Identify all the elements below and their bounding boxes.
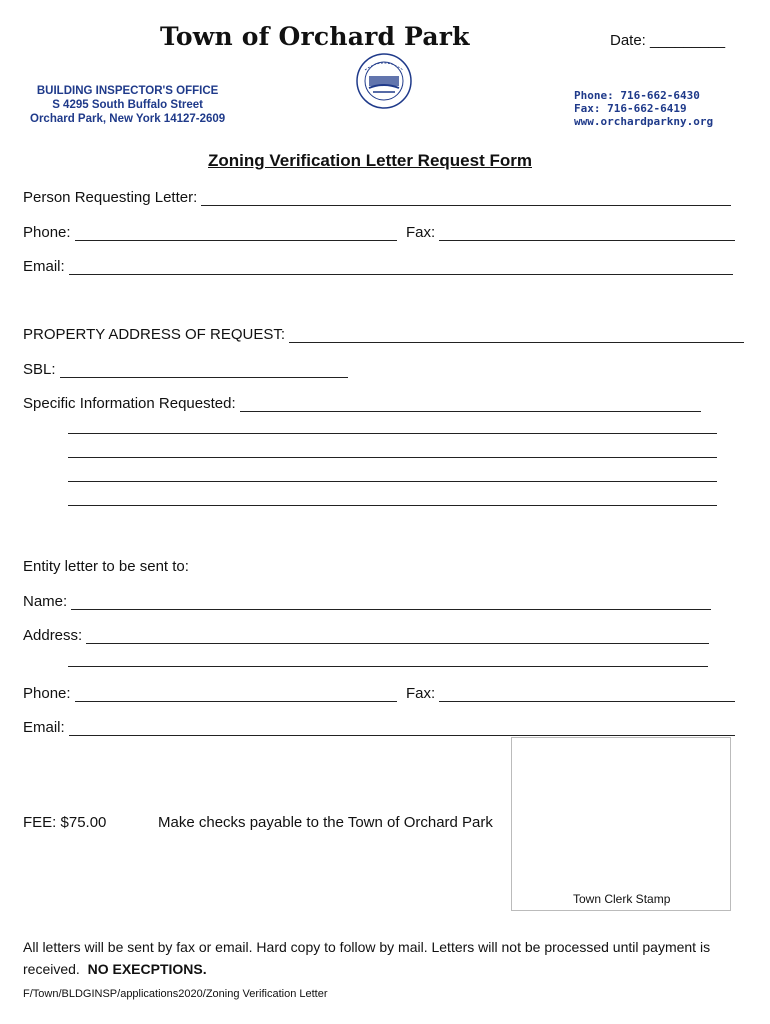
requester-fax-input[interactable] [439, 226, 735, 241]
office-name: BUILDING INSPECTOR'S OFFICE [36, 85, 219, 97]
office-phone: Phone: 716-662-6430 [574, 89, 700, 102]
specific-info-line-4[interactable] [68, 480, 717, 482]
entity-email-label: Email: [23, 719, 65, 736]
town-seal-icon [355, 52, 413, 110]
property-address-row [23, 326, 744, 343]
requester-fax-row [406, 224, 735, 241]
office-fax: Fax: 716-662-6419 [574, 102, 687, 115]
specific-info-row [23, 395, 701, 412]
sbl-label: SBL: [23, 361, 56, 378]
specific-info-line-3[interactable] [68, 456, 717, 458]
entity-address-label: Address: [23, 627, 83, 644]
form-title: Zoning Verification Letter Request Form [208, 151, 532, 170]
office-website[interactable]: www.orchardparkny.org [574, 115, 714, 128]
office-street: S 4295 South Buffalo Street [52, 99, 203, 111]
requester-phone-row [23, 224, 397, 241]
entity-name-input[interactable] [71, 595, 711, 610]
processing-note-text: All letters will be sent by fax or email. Hard copy to follow by mail. Letters will not be processed until payment is received. [23, 939, 711, 977]
office-address-block [30, 84, 225, 126]
entity-fax-row [406, 685, 735, 702]
requester-email-row [23, 258, 733, 275]
entity-heading: Entity letter to be sent to: [23, 558, 189, 575]
town-clerk-stamp-box [511, 737, 731, 911]
footer-path: F/Town/BLDGINSP/applications2020/Zoning Verification Letter [23, 988, 328, 1000]
entity-fax-label: Fax: [406, 685, 436, 702]
person-requesting-label: Person Requesting Letter: [23, 189, 198, 206]
entity-address-input[interactable] [86, 629, 709, 644]
specific-info-line-5[interactable] [68, 504, 717, 506]
entity-fax-input[interactable] [439, 687, 735, 702]
no-exceptions-text: NO EXECPTIONS. [87, 961, 207, 977]
town-clerk-stamp-label: Town Clerk Stamp [573, 892, 671, 906]
fee-label: FEE: $75.00 [23, 814, 107, 831]
property-address-input[interactable] [289, 328, 744, 343]
person-requesting-input[interactable] [201, 191, 731, 206]
office-city: Orchard Park, New York 14127-2609 [30, 113, 226, 125]
entity-name-label: Name: [23, 593, 68, 610]
property-address-label: PROPERTY ADDRESS OF REQUEST: [23, 326, 286, 343]
entity-email-row [23, 719, 735, 736]
entity-phone-label: Phone: [23, 685, 71, 702]
entity-name-row [23, 593, 711, 610]
payable-note: Make checks payable to the Town of Orchard Park [158, 814, 493, 831]
specific-info-line-2[interactable] [68, 432, 717, 434]
sbl-row [23, 361, 348, 378]
sbl-input[interactable] [60, 363, 348, 378]
requester-phone-label: Phone: [23, 224, 71, 241]
entity-email-input[interactable] [69, 721, 735, 736]
entity-phone-row [23, 685, 397, 702]
requester-email-label: Email: [23, 258, 65, 275]
town-title: Town of Orchard Park [160, 22, 470, 51]
requester-email-input[interactable] [69, 260, 733, 275]
contact-block [574, 89, 713, 128]
entity-address-row [23, 627, 709, 644]
specific-info-input[interactable] [240, 397, 701, 412]
date-field[interactable]: Date: _________ [610, 32, 726, 49]
person-requesting-row [23, 189, 731, 206]
specific-info-label: Specific Information Requested: [23, 395, 236, 412]
processing-note [23, 936, 743, 980]
entity-address-line-2[interactable] [68, 665, 708, 667]
requester-phone-input[interactable] [75, 226, 397, 241]
requester-fax-label: Fax: [406, 224, 436, 241]
entity-phone-input[interactable] [75, 687, 397, 702]
